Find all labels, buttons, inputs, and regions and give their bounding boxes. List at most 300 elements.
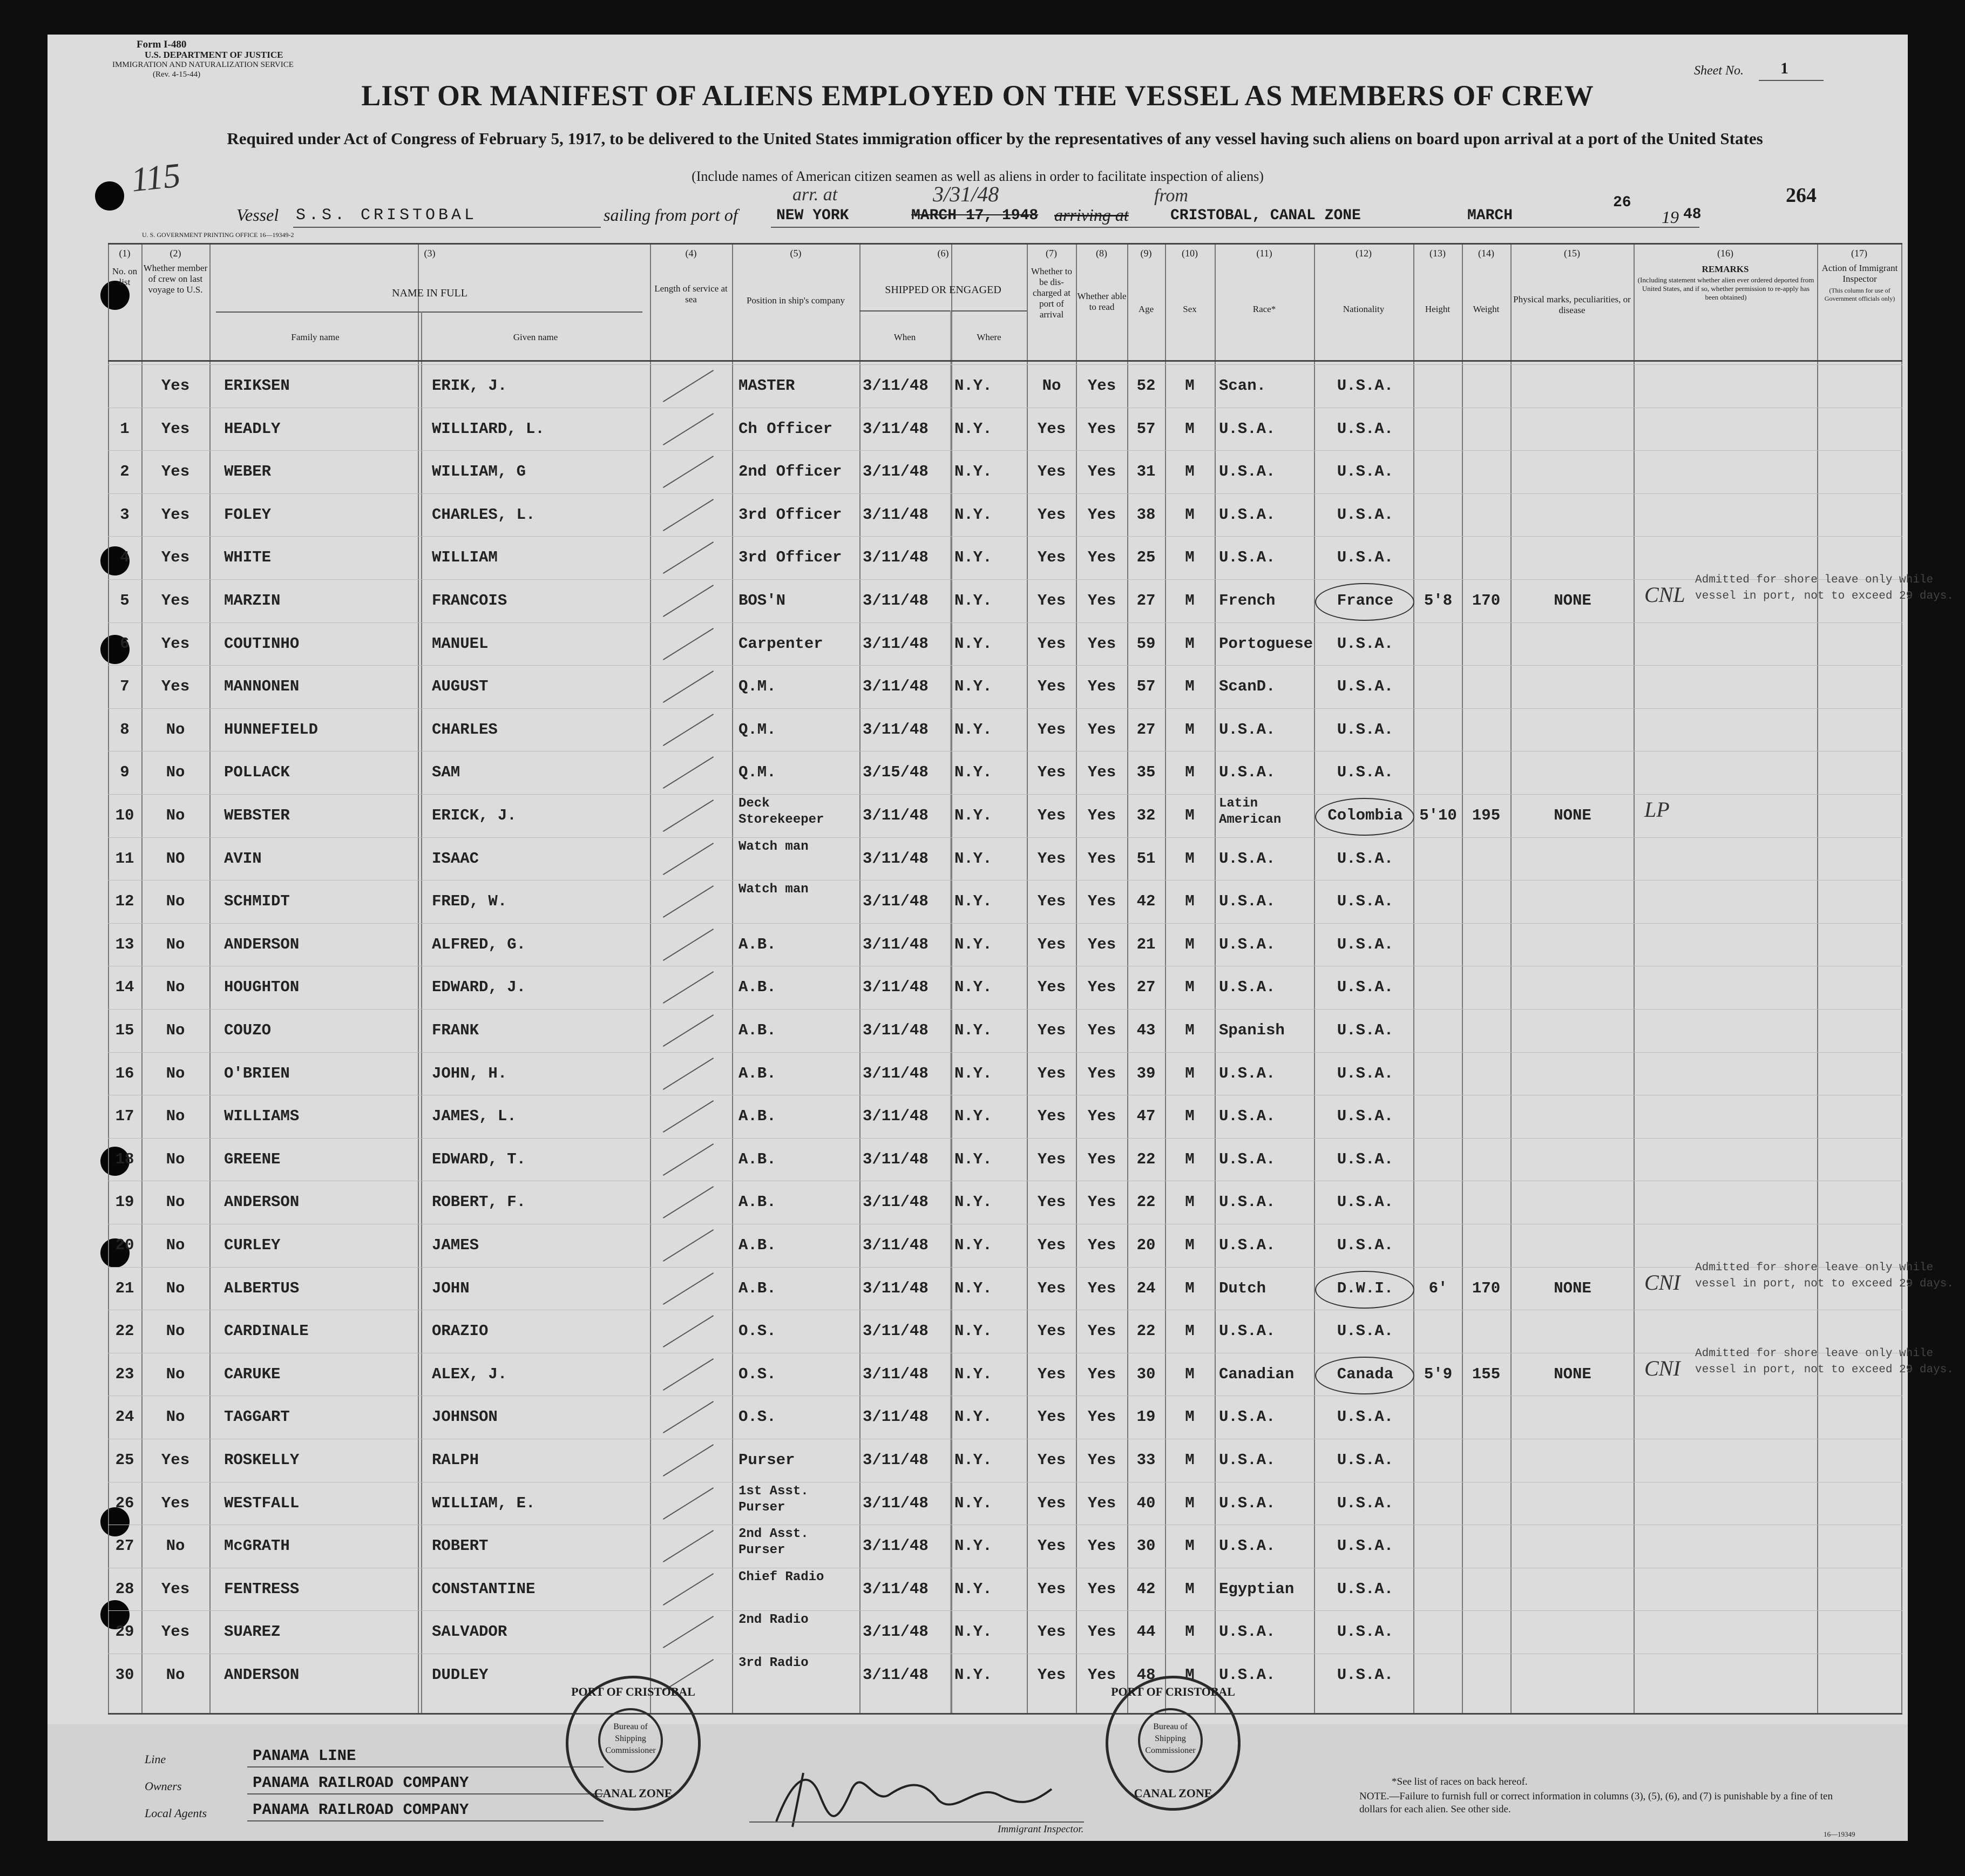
- cell-nat: U.S.A.: [1337, 720, 1394, 739]
- handwritten-initials: LP: [1644, 797, 1670, 822]
- cell-given: FRANCOIS: [432, 592, 507, 609]
- cell-race: U.S.A.: [1219, 1666, 1276, 1684]
- cell-where: N.Y.: [954, 1365, 992, 1383]
- cell-pos: 2nd Asst. Purser: [738, 1527, 809, 1558]
- cell-last: No: [166, 1107, 185, 1126]
- handwritten-initials: CNL: [1644, 583, 1685, 607]
- cell-where: N.Y.: [954, 978, 992, 997]
- cell-family: ANDERSON: [224, 1193, 300, 1211]
- service-tick-mark: [663, 1444, 714, 1477]
- cell-nat: U.S.A.: [1337, 1623, 1394, 1641]
- cell-age: 35: [1136, 763, 1156, 782]
- cell-when: 3/11/48: [863, 978, 929, 997]
- cell-pos: O.S.: [738, 1322, 776, 1340]
- cell-family: POLLACK: [224, 763, 290, 782]
- cell-dis: Yes: [1037, 978, 1066, 997]
- cell-last: No: [166, 978, 185, 997]
- cell-read: Yes: [1087, 463, 1116, 481]
- cell-last: No: [166, 720, 185, 739]
- cell-pos: O.S.: [738, 1365, 776, 1383]
- cell-race: U.S.A.: [1219, 1408, 1276, 1426]
- cell-where: N.Y.: [954, 763, 992, 782]
- cell-last: No: [166, 1064, 185, 1082]
- col-num: (9): [1140, 248, 1152, 259]
- document-subtitle: Required under Act of Congress of February 5, 1917, to be delivered to the United States immigration officer by the representatives of any vessel having such aliens on board upon arrival at a port of the United States: [227, 129, 1763, 148]
- cell-age: 30: [1136, 1537, 1156, 1555]
- cell-nat: U.S.A.: [1337, 1322, 1394, 1340]
- cell-last: No: [166, 1150, 185, 1168]
- cell-given: ROBERT, F.: [432, 1193, 526, 1211]
- cell-dis: Yes: [1037, 1666, 1066, 1684]
- cell-no: 23: [115, 1365, 134, 1383]
- cell-last: No: [166, 1236, 185, 1254]
- cell-last: Yes: [161, 419, 190, 438]
- cell-read: Yes: [1087, 807, 1116, 824]
- cell-nat: U.S.A.: [1337, 1537, 1394, 1555]
- cell-given: RALPH: [432, 1451, 479, 1469]
- cell-pos: 2nd Radio: [738, 1613, 809, 1628]
- service-tick-mark: [663, 843, 714, 875]
- cell-race: U.S.A.: [1219, 1537, 1276, 1555]
- cell-when: 3/11/48: [863, 1623, 929, 1641]
- cell-where: N.Y.: [954, 634, 992, 653]
- form-code: 16—19349: [1824, 1830, 1855, 1838]
- header-shipped-engaged: SHIPPED OR ENGAGED: [885, 284, 1001, 296]
- cell-age: 33: [1136, 1451, 1156, 1469]
- cell-read: Yes: [1087, 592, 1116, 609]
- cell-when: 3/11/48: [863, 849, 929, 868]
- col-num: (17): [1851, 248, 1867, 259]
- header-where: Where: [977, 332, 1001, 342]
- table-row: [108, 1525, 1902, 1567]
- cell-sex: M: [1185, 1408, 1195, 1426]
- cell-no: 7: [120, 678, 130, 696]
- handwritten-from: from: [1154, 186, 1188, 206]
- cell-family: WESTFALL: [224, 1494, 300, 1512]
- margin-note: 115: [129, 155, 182, 199]
- cell-sex: M: [1185, 1365, 1195, 1383]
- header-age: Age: [1138, 304, 1154, 314]
- cell-nat: U.S.A.: [1337, 634, 1394, 653]
- header-weight: Weight: [1473, 304, 1500, 314]
- cell-read: Yes: [1087, 1107, 1116, 1126]
- cell-no: 14: [115, 978, 134, 997]
- cell-family: CURLEY: [224, 1236, 281, 1254]
- cell-read: Yes: [1087, 1064, 1116, 1082]
- header-name-in-full: NAME IN FULL: [392, 287, 467, 299]
- cell-wt: 170: [1472, 592, 1501, 609]
- cell-dis: Yes: [1037, 1279, 1066, 1297]
- cell-where: N.Y.: [954, 1623, 992, 1641]
- col-num: (11): [1256, 248, 1272, 259]
- cell-sex: M: [1185, 1064, 1195, 1082]
- cell-race: Dutch: [1219, 1279, 1266, 1297]
- header-no-on-list: No. on list: [112, 266, 138, 287]
- sheet-label: Sheet No.: [1694, 64, 1744, 78]
- cell-last: NO: [166, 849, 185, 868]
- cell-pos: 2nd Officer: [738, 463, 842, 481]
- cell-sex: M: [1185, 1623, 1195, 1641]
- cell-when: 3/11/48: [863, 1537, 929, 1555]
- cell-marks: NONE: [1554, 1279, 1591, 1297]
- cell-read: Yes: [1087, 892, 1116, 911]
- cell-race: U.S.A.: [1219, 548, 1276, 567]
- cell-last: Yes: [161, 634, 190, 653]
- arrival-port: CRISTOBAL, CANAL ZONE: [1170, 207, 1361, 224]
- cell-age: 22: [1136, 1150, 1156, 1168]
- port-stamp-right: PORT OF CRISTOBAL Bureau of Shipping Commissioner CANAL ZONE: [1106, 1676, 1241, 1811]
- cell-dis: Yes: [1037, 1236, 1066, 1254]
- cell-sex: M: [1185, 419, 1195, 438]
- table-row: [108, 794, 1902, 837]
- cell-dis: Yes: [1037, 1408, 1066, 1426]
- cell-sex: M: [1185, 377, 1195, 395]
- penalty-note: NOTE.—Failure to furnish full or correct information in columns (3), (5), (6), and (7) is punishable by a fine of ten dollars for each alien. See other side.: [1359, 1791, 1833, 1815]
- table-row: [108, 1310, 1902, 1352]
- cell-where: N.Y.: [954, 548, 992, 567]
- cell-race: U.S.A.: [1219, 1064, 1276, 1082]
- cell-when: 3/11/48: [863, 1279, 929, 1297]
- cell-sex: M: [1185, 720, 1195, 739]
- cell-race: U.S.A.: [1219, 1107, 1276, 1126]
- cell-where: N.Y.: [954, 1107, 992, 1126]
- cell-read: Yes: [1087, 978, 1116, 997]
- year: 48: [1683, 206, 1702, 223]
- cell-race: U.S.A.: [1219, 1193, 1276, 1211]
- service-tick-mark: [663, 1401, 714, 1433]
- cell-given: JOHNSON: [432, 1408, 498, 1426]
- cell-family: HUNNEFIELD: [224, 720, 319, 739]
- cell-when: 3/11/48: [863, 1666, 929, 1684]
- cell-sex: M: [1185, 935, 1195, 953]
- cell-nat: U.S.A.: [1337, 1064, 1394, 1082]
- inspector-signature: [760, 1757, 1062, 1832]
- cell-pos: 3rd Officer: [738, 505, 842, 524]
- cell-pos: Purser: [738, 1451, 795, 1469]
- cell-family: SUAREZ: [224, 1623, 281, 1641]
- col-num: (16): [1717, 248, 1733, 259]
- cell-pos: A.B.: [738, 1021, 776, 1039]
- cell-family: HOUGHTON: [224, 978, 300, 997]
- cell-when: 3/11/48: [863, 720, 929, 739]
- cell-dis: Yes: [1037, 1193, 1066, 1211]
- cell-last: Yes: [161, 1623, 190, 1641]
- cell-given: JOHN, H.: [432, 1064, 507, 1082]
- cell-read: Yes: [1087, 1623, 1116, 1641]
- cell-nat: France: [1337, 592, 1394, 609]
- cell-race: French: [1219, 592, 1276, 609]
- cell-family: ERIKSEN: [224, 377, 290, 395]
- cell-age: 32: [1136, 807, 1156, 824]
- cell-dis: Yes: [1037, 1107, 1066, 1126]
- cell-nat: U.S.A.: [1337, 463, 1394, 481]
- cell-nat: U.S.A.: [1337, 978, 1394, 997]
- cell-last: No: [166, 1666, 185, 1684]
- cell-dis: No: [1042, 377, 1061, 395]
- cell-dis: Yes: [1037, 892, 1066, 911]
- cell-age: 44: [1136, 1623, 1156, 1641]
- service: IMMIGRATION AND NATURALIZATION SERVICE: [112, 60, 294, 69]
- cell-read: Yes: [1087, 1193, 1116, 1211]
- cell-nat: U.S.A.: [1337, 1494, 1394, 1512]
- cell-no: 25: [115, 1451, 134, 1469]
- header-length-of-service: Length of service at sea: [654, 283, 728, 304]
- cell-sex: M: [1185, 1322, 1195, 1340]
- cell-family: ROSKELLY: [224, 1451, 300, 1469]
- cell-nat: U.S.A.: [1337, 1451, 1394, 1469]
- cell-last: Yes: [161, 592, 190, 609]
- cell-read: Yes: [1087, 1279, 1116, 1297]
- cell-given: WILLIAM, G: [432, 463, 526, 481]
- cell-sex: M: [1185, 763, 1195, 782]
- cell-family: O'BRIEN: [224, 1064, 290, 1082]
- cell-dis: Yes: [1037, 1150, 1066, 1168]
- service-tick-mark: [663, 885, 714, 918]
- cell-no: 1: [120, 419, 130, 438]
- cell-race: U.S.A.: [1219, 978, 1276, 997]
- cell-last: Yes: [161, 1451, 190, 1469]
- cell-where: N.Y.: [954, 1193, 992, 1211]
- cell-where: N.Y.: [954, 892, 992, 911]
- handwritten-initials: CNI: [1644, 1270, 1681, 1295]
- remarks-stamp: Admitted for shore leave only while vessel in port, not to exceed 29 days.: [1695, 1261, 1954, 1290]
- handwritten-date: 3/31/48: [933, 182, 999, 206]
- cell-family: COUTINHO: [224, 634, 300, 653]
- cell-where: N.Y.: [954, 807, 992, 824]
- cell-nat: Colombia: [1327, 807, 1403, 824]
- cell-where: N.Y.: [954, 720, 992, 739]
- cell-age: 57: [1136, 419, 1156, 438]
- cell-when: 3/11/48: [863, 892, 929, 911]
- col-num: (7): [1046, 248, 1057, 259]
- cell-dis: Yes: [1037, 548, 1066, 567]
- service-tick-mark: [663, 1530, 714, 1562]
- cell-pos: A.B.: [738, 1279, 776, 1297]
- table-row: [108, 1482, 1902, 1525]
- cell-dis: Yes: [1037, 505, 1066, 524]
- cell-nat: D.W.I.: [1337, 1279, 1394, 1297]
- cell-pos: A.B.: [738, 1150, 776, 1168]
- cell-no: 17: [115, 1107, 134, 1126]
- cell-read: Yes: [1087, 505, 1116, 524]
- cell-family: FOLEY: [224, 505, 272, 524]
- cell-where: N.Y.: [954, 1021, 992, 1039]
- cell-when: 3/11/48: [863, 935, 929, 953]
- nationality-circle: [1315, 583, 1414, 621]
- cell-no: 11: [115, 849, 134, 868]
- service-tick-mark: [663, 1143, 714, 1176]
- header-inspector-action: Action of Immigrant Inspector: [1821, 263, 1898, 284]
- cell-read: Yes: [1087, 377, 1116, 395]
- cell-family: McGRATH: [224, 1537, 290, 1555]
- service-tick-mark: [663, 456, 714, 488]
- service-tick-mark: [663, 370, 714, 402]
- cell-given: CHARLES: [432, 720, 498, 739]
- cell-sex: M: [1185, 1279, 1195, 1297]
- table-row: [108, 1347, 1954, 1396]
- cell-given: CONSTANTINE: [432, 1580, 536, 1598]
- remarks-stamp: Admitted for shore leave only while vessel in port, not to exceed 29 days.: [1695, 574, 1954, 602]
- arrival-month: MARCH: [1467, 207, 1513, 224]
- cell-when: 3/15/48: [863, 763, 929, 782]
- cell-dis: Yes: [1037, 1365, 1066, 1383]
- cell-nat: U.S.A.: [1337, 1193, 1394, 1211]
- cell-no: 26: [115, 1494, 134, 1512]
- cell-sex: M: [1185, 849, 1195, 868]
- cell-where: N.Y.: [954, 849, 992, 868]
- nationality-circle: [1315, 1357, 1414, 1394]
- cell-dis: Yes: [1037, 1623, 1066, 1641]
- cell-pos: O.S.: [738, 1408, 776, 1426]
- footer: [48, 1724, 1908, 1841]
- table-row: [108, 1261, 1954, 1310]
- cell-when: 3/11/48: [863, 1150, 929, 1168]
- cell-given: MANUEL: [432, 634, 489, 653]
- cell-sex: M: [1185, 1236, 1195, 1254]
- cell-age: 20: [1136, 1236, 1156, 1254]
- cell-no: 9: [120, 763, 130, 782]
- cell-race: U.S.A.: [1219, 463, 1276, 481]
- cell-last: No: [166, 935, 185, 953]
- cell-given: ERICK, J.: [432, 807, 517, 824]
- cell-pos: A.B.: [738, 1064, 776, 1082]
- cell-when: 3/11/48: [863, 1494, 929, 1512]
- arrival-day: 26: [1613, 194, 1631, 211]
- cell-nat: U.S.A.: [1337, 1021, 1394, 1039]
- cell-when: 3/11/48: [863, 592, 929, 609]
- cell-read: Yes: [1087, 1408, 1116, 1426]
- cell-pos: Q.M.: [738, 720, 776, 739]
- table-row: [108, 408, 1902, 450]
- cell-last: No: [166, 1365, 185, 1383]
- vessel-name: S.S. CRISTOBAL: [296, 206, 478, 225]
- cell-no: 18: [115, 1150, 134, 1168]
- header-when: When: [893, 332, 916, 342]
- year-prefix: 19: [1662, 207, 1679, 227]
- cell-race: U.S.A.: [1219, 1236, 1276, 1254]
- cell-age: 24: [1136, 1279, 1156, 1297]
- cell-family: ANDERSON: [224, 935, 300, 953]
- cell-age: 39: [1136, 1064, 1156, 1082]
- cell-nat: Canada: [1337, 1365, 1394, 1383]
- cell-sex: M: [1185, 1021, 1195, 1039]
- cell-dis: Yes: [1037, 592, 1066, 609]
- agents-value: PANAMA RAILROAD COMPANY: [253, 1801, 469, 1819]
- cell-no: 30: [115, 1666, 134, 1684]
- cell-dis: Yes: [1037, 807, 1066, 824]
- cell-sex: M: [1185, 548, 1195, 567]
- service-tick-mark: [663, 1229, 714, 1262]
- cell-read: Yes: [1087, 634, 1116, 653]
- service-tick-mark: [663, 1315, 714, 1347]
- cell-pos: A.B.: [738, 935, 776, 953]
- include-note: (Include names of American citizen seamen as well as aliens in order to facilitate inspection of aliens): [692, 168, 1264, 184]
- cell-no: 12: [115, 892, 134, 911]
- cell-ht: 5'8: [1424, 592, 1453, 609]
- cell-dis: Yes: [1037, 678, 1066, 696]
- cell-when: 3/11/48: [863, 1236, 929, 1254]
- cell-family: MANNONEN: [224, 678, 300, 696]
- line-label: Line: [145, 1752, 166, 1766]
- cell-pos: BOS'N: [738, 592, 786, 609]
- cell-age: 31: [1136, 463, 1156, 481]
- cell-last: No: [166, 892, 185, 911]
- cell-sex: M: [1185, 1451, 1195, 1469]
- manifest-sheet: [48, 35, 1954, 1841]
- service-tick-mark: [663, 1616, 714, 1648]
- table-row: [108, 1439, 1902, 1481]
- cell-no: 8: [120, 720, 130, 739]
- cell-ht: 5'10: [1419, 807, 1457, 824]
- service-tick-mark: [663, 971, 714, 1004]
- cell-given: SAM: [432, 763, 460, 782]
- cell-when: 3/11/48: [863, 1064, 929, 1082]
- crew-table: [108, 243, 1954, 1715]
- cell-where: N.Y.: [954, 1322, 992, 1340]
- cell-age: 22: [1136, 1322, 1156, 1340]
- table-row: [108, 574, 1954, 622]
- cell-where: N.Y.: [954, 1064, 992, 1082]
- cell-age: 30: [1136, 1365, 1156, 1383]
- cell-no: 21: [115, 1279, 134, 1297]
- cell-marks: NONE: [1554, 592, 1591, 609]
- cell-family: CARUKE: [224, 1365, 281, 1383]
- department: U.S. DEPARTMENT OF JUSTICE: [145, 50, 283, 60]
- col-num: (2): [170, 248, 181, 259]
- cell-family: WILLIAMS: [224, 1107, 300, 1126]
- cell-given: EDWARD, J.: [432, 978, 526, 997]
- cell-race: Latin American: [1219, 796, 1282, 827]
- cell-last: No: [166, 1322, 185, 1340]
- cell-read: Yes: [1087, 849, 1116, 868]
- cell-dis: Yes: [1037, 1537, 1066, 1555]
- cell-pos: A.B.: [738, 1236, 776, 1254]
- table-row: [108, 1654, 1902, 1696]
- header-race: Race*: [1252, 304, 1276, 314]
- header-able-to-read: Whether able to read: [1077, 291, 1127, 312]
- service-tick-mark: [663, 585, 714, 617]
- cell-dis: Yes: [1037, 463, 1066, 481]
- cell-race: U.S.A.: [1219, 720, 1276, 739]
- cell-family: ANDERSON: [224, 1666, 300, 1684]
- cell-pos: Carpenter: [738, 634, 823, 653]
- cell-age: 22: [1136, 1193, 1156, 1211]
- col-num: (10): [1182, 248, 1198, 259]
- service-tick-mark: [663, 1487, 714, 1520]
- cell-dis: Yes: [1037, 634, 1066, 653]
- cell-sex: M: [1185, 892, 1195, 911]
- cell-when: 3/11/48: [863, 1365, 929, 1383]
- service-tick-mark: [663, 929, 714, 961]
- races-note: *See list of races on back hereof.: [1392, 1776, 1528, 1787]
- cell-when: 3/11/48: [863, 1580, 929, 1598]
- cell-age: 52: [1136, 377, 1156, 395]
- cell-last: No: [166, 1408, 185, 1426]
- cell-where: N.Y.: [954, 1236, 992, 1254]
- cell-race: U.S.A.: [1219, 1150, 1276, 1168]
- cell-where: N.Y.: [954, 1494, 992, 1512]
- cell-given: ALEX, J.: [432, 1365, 507, 1383]
- cell-pos: 3rd Radio: [738, 1656, 809, 1670]
- cell-race: Portoguese: [1219, 634, 1313, 653]
- cell-race: U.S.A.: [1219, 935, 1276, 953]
- cell-no: 19: [115, 1193, 134, 1211]
- cell-given: JOHN: [432, 1279, 470, 1297]
- cell-given: ISAAC: [432, 849, 479, 868]
- table-row: [108, 751, 1902, 794]
- header-physical-marks: Physical marks, peculiarities, or disease: [1513, 294, 1631, 315]
- cell-read: Yes: [1087, 1236, 1116, 1254]
